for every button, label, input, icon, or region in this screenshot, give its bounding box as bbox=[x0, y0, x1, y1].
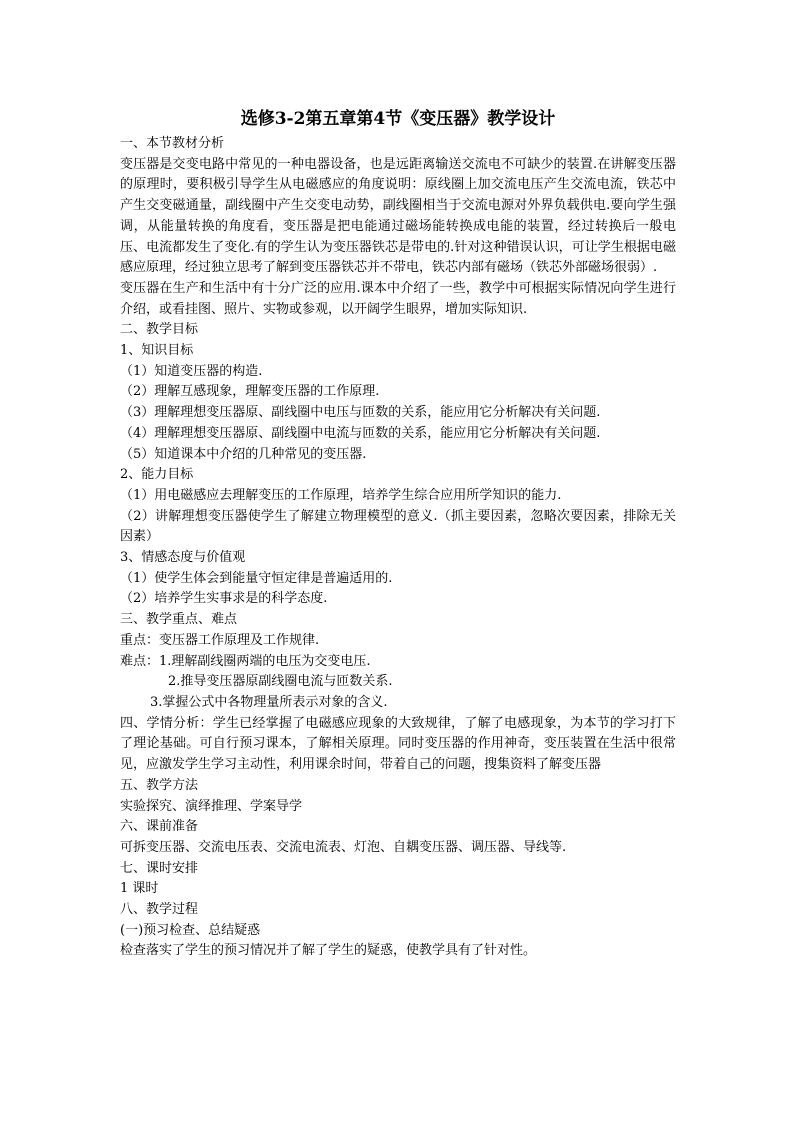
subheading-knowledge: 1、知识目标 bbox=[120, 343, 194, 359]
list-item: （4）理解理想变压器原、副线圈中电流与匝数的关系，能应用它分析解决有关问题. bbox=[120, 425, 601, 441]
section-learner-analysis: 四、学情分析：学生已经掌握了电磁感应现象的大致规律，了解了电感现象，为本节的学习打下了理论基础。可自行预习课本，了解相关原理。同时变压器的作用神奇，变压装置在生活中很常见，应激发学生学习主动性，利用课余时间，带着自己的问题，搜集资料了解变压器 bbox=[120, 715, 676, 773]
key-point: 重点：变压器工作原理及工作规律. bbox=[120, 632, 320, 648]
section-heading-1: 一、本节教材分析 bbox=[120, 136, 225, 151]
list-item: （2）培养学生实事求是的科学态度. bbox=[120, 591, 328, 607]
difficulty-2: 2.推导变压器原副线圈电流与匝数关系. bbox=[168, 674, 393, 690]
list-item: （2）理解互感现象，理解变压器的工作原理. bbox=[120, 384, 380, 400]
difficulty-3: 3.掌握公式中各物理量所表示对象的含义. bbox=[150, 694, 388, 710]
list-item: （1）使学生体会到能量守恒定律是普遍适用的. bbox=[120, 570, 393, 586]
process-subheading: (一)预习检查、总结疑惑 bbox=[120, 922, 261, 938]
section-heading-6: 六、课前准备 bbox=[120, 819, 199, 835]
section-heading-7: 七、课时安排 bbox=[120, 860, 199, 876]
section-heading-3: 三、教学重点、难点 bbox=[120, 612, 238, 628]
subheading-emotion: 3、情感态度与价值观 bbox=[120, 550, 246, 566]
list-item: （2）讲解理想变压器使学生了解建立物理模型的意义.（抓主要因素，忽略次要因素，排除无关因素） bbox=[120, 508, 676, 545]
section-heading-2: 二、教学目标 bbox=[120, 322, 199, 338]
paragraph-analysis-1: 变压器是交变电路中常见的一种电器设备，也是远距离输送交流电不可缺少的装置.在讲解变压器的原理时，要积极引导学生从电磁感应的角度说明：原线圈上加交流电压产生交流电流，铁芯中产生交变磁通量，副线圈中产生交变电动势，副线圈相当于交流电源对外界负载供电.要向学生强调，从能量转换的角度看，变压器是把电能通过磁场能转换成电能的装置，经过转换后一般电压、电流都发生了变化.有的学生认为变压器铁芯是带电的.针对这种错误认识，可让学生根据电磁感应原理，经过独立思考了解到变压器铁芯并不带电，铁芯内部有磁场（铁芯外部磁场很弱）. bbox=[120, 156, 676, 276]
section-heading-5: 五、教学方法 bbox=[120, 777, 199, 793]
document-page bbox=[120, 108, 676, 962]
difficulty-1: 难点：1.理解副线圈两端的电压为交变电压. bbox=[120, 653, 371, 669]
document-title: 选修3-2第五章第4节《变压器》教学设计 bbox=[240, 109, 556, 129]
preparation-materials: 可拆变压器、交流电压表、交流电流表、灯泡、自耦变压器、调压器、导线等. bbox=[120, 839, 567, 855]
section-heading-8: 八、教学过程 bbox=[120, 902, 199, 918]
paragraph-analysis-2: 变压器在生产和生活中有十分广泛的应用.课本中介绍了一些，教学中可根据实际情况向学生进行介绍，或看挂图、照片、实物或参观，以开阔学生眼界，增加实际知识. bbox=[120, 280, 676, 317]
process-text: 检查落实了学生的预习情况并了解了学生的疑惑，使教学具有了针对性。 bbox=[120, 943, 537, 959]
subheading-ability: 2、能力目标 bbox=[120, 467, 194, 483]
class-hours: 1 课时 bbox=[120, 881, 159, 897]
teaching-methods: 实验探究、演绎推理、学案导学 bbox=[120, 798, 303, 814]
list-item: （3）理解理想变压器原、副线圈中电压与匝数的关系，能应用它分析解决有关问题. bbox=[120, 405, 601, 421]
list-item: （1）知道变压器的构造. bbox=[120, 363, 263, 379]
list-item: （1）用电磁感应去理解变压的工作原理，培养学生综合应用所学知识的能力. bbox=[120, 487, 562, 503]
list-item: （5）知道课本中介绍的几种常见的变压器. bbox=[120, 446, 367, 462]
